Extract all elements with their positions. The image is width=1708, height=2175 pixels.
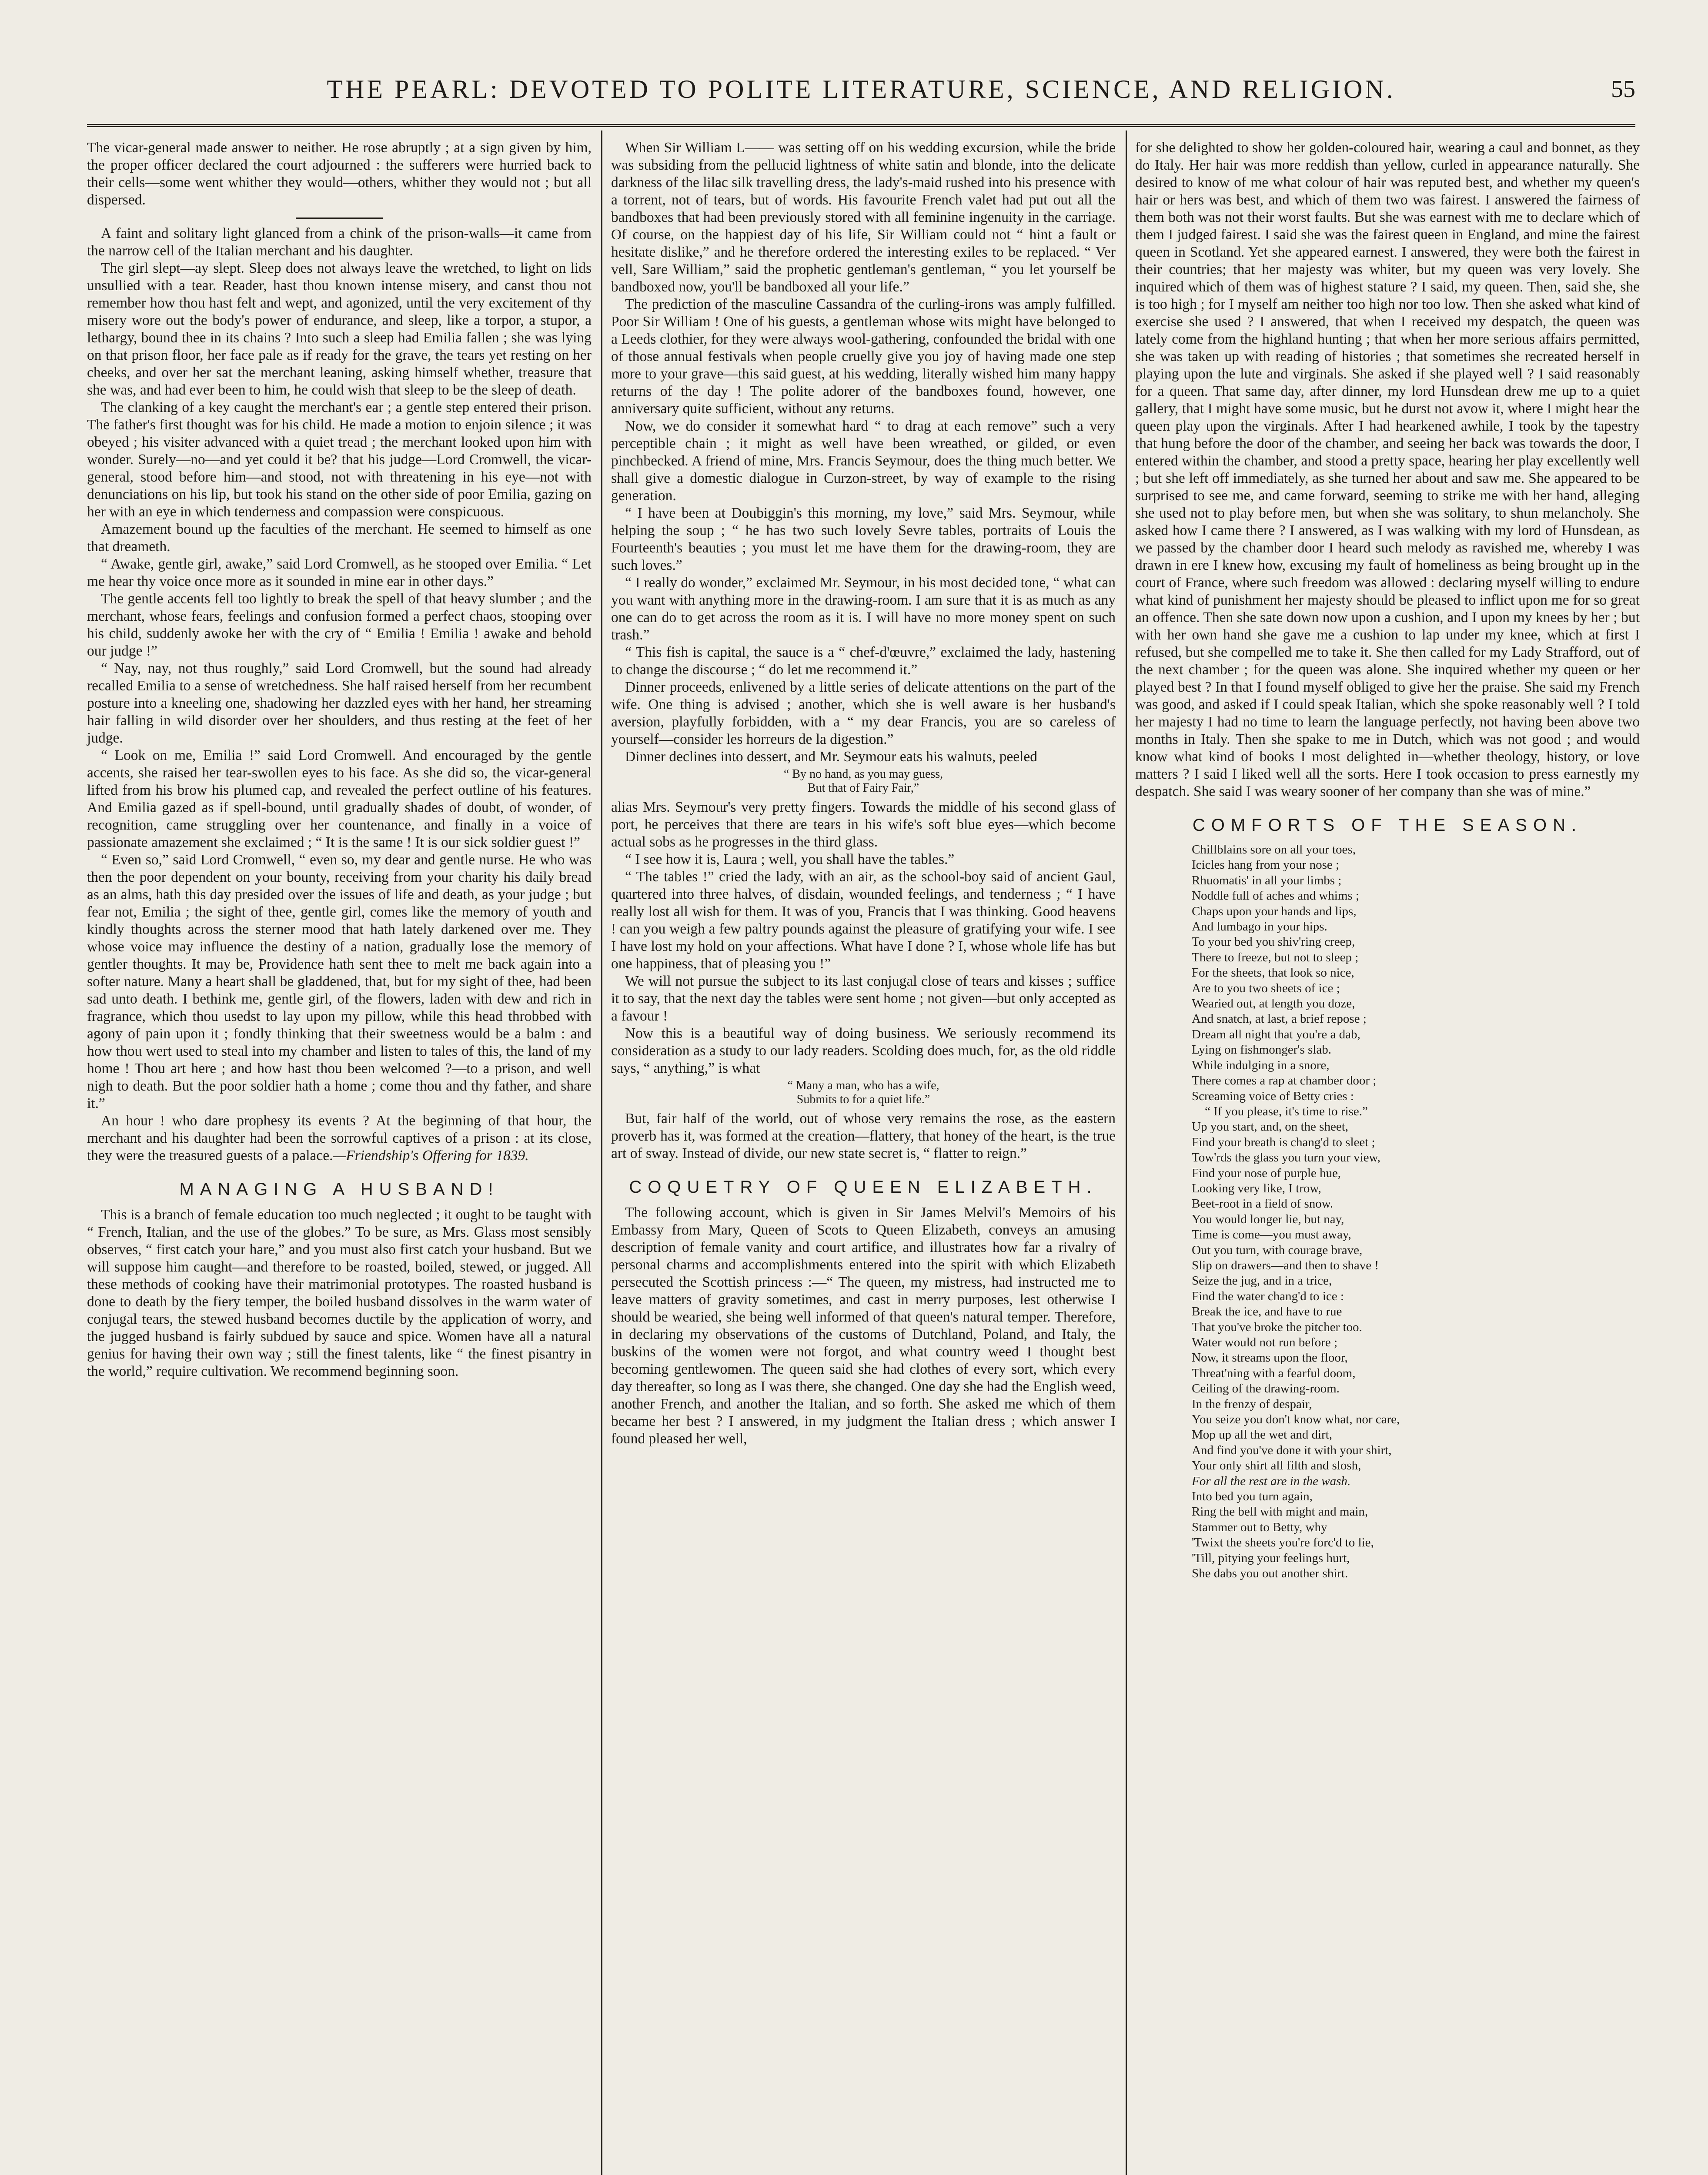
poem-line: Chaps upon your hands and lips, [1192,904,1357,918]
story-paragraph [87,1112,592,1164]
story-paragraph: The vicar-general made answer to neither. He rose abruptly ; at a sign given by him, the proper officer declared the court adjourned : the sufferers were hurried back to their cells—some went whither they would—others, whither they would not ; but all dispersed. [87,140,592,208]
poem-line: Lying on fishmonger's slab. [1192,1043,1331,1057]
poem-line: In the frenzy of despair, [1192,1397,1312,1411]
poem-line: And lumbago in your hips. [1192,920,1327,934]
quote-line: But that of Fairy Fair,” [807,781,919,795]
poem-line: Tow'rds the glass you turn your view, [1192,1151,1380,1165]
article-paragraph: “ The tables !” cried the lady, with an air, as the school-boy said of ancient Gaul, quartered into three halves, of disdain, wounded feelings, and tenderness ; “ I have really lost all wish for them. It was of you, Francis that I was thinking. Good heavens ! can you weigh a few paltry pounds against the pleasure of gratifying your wife. I see I have lost my hold on your affections. What have I done ? I, whose whole life has but one happiness, that of pleasing you !” [611,869,1116,972]
poem [1192,842,1640,1582]
poem-line: For all the rest are in the wash. [1192,1474,1351,1488]
poem-line: Threat'ning with a fearful doom, [1192,1366,1356,1380]
heading-coquetry-of-queen-elizabeth: COQUETRY OF QUEEN ELIZABETH. [629,1178,1098,1197]
poem-line: To your bed you shiv'ring creep, [1192,935,1355,949]
poem-line: And find you've done it with your shirt, [1192,1443,1392,1457]
poem-line: She dabs you out another shirt. [1192,1566,1348,1581]
article-paragraph: The prediction of the masculine Cassandra of the curling-irons was amply fulfilled. Poor Sir William ! One of his guests, a gentleman whose wits might have belonged to a Leeds clothier, for they were always wool-gathering, confounded the bridal with one of those annual festivals when people cruelly give you joy of having made one step more to your grave—this said guest, at his wedding, literally wished him many happy returns of the day ! The polite adorer of the bandboxes found, however, one anniversary quite sufficient, without any returns. [611,296,1116,417]
poem-line: Dream all night that you're a dab, [1192,1027,1360,1041]
article-paragraph: for she delighted to show her golden-coloured hair, wearing a caul and bonnet, as they do Italy. Her hair was more reddish than yellow, curled in appearance naturally. She desired to know of me what colour of hair was reputed best, and whether my queen's hair or hers was best, and which of them two was fairest. I answered the fairness of them both was not their worst faults. But she was earnest with me to declare which of them I judged fairest. I said she was the fairest queen in England, and mine the fairest queen in Scotland. Yet she appeared earnest. I answered, they were both the fairest in their countries; that her majesty was whiter, but my queen was very lovely. She inquired which of them was of highest stature ? I said, my queen. Then, said she, she is too high ; for I myself am neither too high nor too low. Then she asked what kind of exercise she used ? I answered, that when I received my despatch, the queen was lately come from the highland hunting ; that when her more serious affairs permitted, she was taken up with reading of histories ; that sometimes she recreated herself in playing upon the lute and virginals. She asked if she played well ? I said reasonably for a queen. That same day, after dinner, my lord Hunsdean drew me up to a quiet gallery, that I might have some music, but he durst not avow it, where I might hear the queen play upon the virginals. After I had hearkened awhile, I took by the tapestry that hung before the door of the chamber, and seeing her back was towards the door, I entered within the chamber, and stood a pretty space, hearing her play excellently well ; but she left off immediately, as she turned her about and saw me. She appeared to be surprised to see me, and came forward, seeming to strike me with her hand, alleging she used not to play before men, but when she was solitary, to shun melancholy. She asked how I came there ? I answered, as I was walking with my lord of Hunsdean, as we passed by the chamber door I heard such melody as ravished me, whereby I was drawn in ere I knew how, excusing my fault of homeliness as being brought up in the court of France, where such freedom was allowed : declaring myself willing to endure what kind of punishment her majesty should be pleased to inflict upon me for so great an offence. Then she sate down now upon a cushion, and I upon my knees by her ; but with her own hand she gave me a cushion to lap under my knee, which at first I refused, but she compelled me to take it. She then called for my Lady Strafford, out of the next chamber ; for the queen was alone. She inquired whether my queen or her played best ? In that I found myself obliged to give her the praise. She said my French was good, and asked if I could speak Italian, which she spoke reasonably well ? I told her majesty I had no time to learn the language perfectly, not having been above two months in Italy. Then she spake to me in Dutch, which was not good ; and would know what kind of books I most delighted in—whether theology, history, or love matters ? I said I liked well all the sorts. Here I took occasion to press earnestly my despatch. She said I was weary sooner of her company than she was of mine.” [1135,140,1640,800]
poem-line: Seize the jug, and in a trice, [1192,1274,1332,1288]
article-paragraph: Now this is a beautiful way of doing business. We seriously recommend its consideration as a study to our lady readers. Scolding does much, for, as the old riddle says, “ anything,” is what [611,1025,1116,1076]
story-paragraph: “ Awake, gentle girl, awake,” said Lord Cromwell, as he stooped over Emilia. “ Let me hear thy voice once more as it sounded in mine ear in other days.” [87,556,592,589]
poem-line: There comes a rap at chamber door ; [1192,1074,1377,1088]
story-paragraph: The gentle accents fell too lightly to break the spell of that heavy slumber ; and the merchant, whose fears, feelings and confusion formed a perfect chaos, stooping over his child, suddenly awoke her with the cry of “ Emilia ! Emilia ! awake and behold our judge !” [87,591,592,659]
story-closing-text: An hour ! who dare prophesy its events ? At the beginning of that hour, the merchant and his daughter had been the sorrowful captives of a prison : at its close, they were the treasured guests of a palace. [87,1113,592,1164]
poem-line: Noddle full of aches and whims ; [1192,889,1359,903]
article-paragraph: When Sir William L—— was setting off on his wedding excursion, while the bride was subsiding from the pellucid lightness of white satin and blonde, into the delicate darkness of the lilac silk travelling dress, the lady's-maid rushed into his presence with a torrent, not of tears, but of words. His favourite French valet had put out all the bandboxes that had been previously stored with all feminine ingenuity in the carriage. Of course, on the happiest day of his life, Sir William could not “ hint a fault or hesitate dislike,” and he therefore ordered the interesting exiles to be replaced. “ Ver vell, Sare William,” said the prophetic gentleman's gentleman, “ you let yourself be bandboxed now, you'll be bandboxed all your life.” [611,140,1116,295]
article-paragraph: alias Mrs. Seymour's very pretty fingers. Towards the middle of his second glass of port, he perceives that there are tears in his wife's soft blue eyes—which become actual sobs as he progresses in the third glass. [611,799,1116,850]
column-2 [611,139,1116,1448]
poem-line: Ceiling of the drawing-room. [1192,1382,1340,1396]
poem-line: Now, it streams upon the floor, [1192,1351,1348,1365]
masthead-rule [87,124,1635,127]
poem-line: You seize you don't know what, nor care, [1192,1412,1400,1427]
story-paragraph: The girl slept—ay slept. Sleep does not always leave the wretched, to light on lids unsullied with a tear. Reader, hast thou known intense misery, and canst thou not remember how thou hast felt and wept, and agonized, until the very excitement of thy misery wore out the body's power of endurance, and sleep, like a torpor, a stupor, a lethargy, bound thee in its chains ? Into such a sleep had Emilia fallen ; she was lying on that prison floor, her face pale as if ready for the grave, the tears yet resting on her cheeks, and over her sat the merchant leaning, asking himself whether, treasure that she was, and had ever been to him, he could wish that sleep to be the sleep of death. [87,260,592,398]
heading-comforts-of-the-season: COMFORTS OF THE SEASON. [1192,816,1583,835]
poem-line: Find your breath is chang'd to sleet ; [1192,1135,1375,1149]
column-3 [1135,139,1640,1582]
poem-line: Into bed you turn again, [1192,1489,1313,1504]
article-paragraph: Dinner declines into dessert, and Mr. Seymour eats his walnuts, peeled [625,749,1038,765]
story-paragraph: The clanking of a key caught the merchant's ear ; a gentle step entered their prison. The father's first thought was for his child. He made a motion to enjoin silence ; it was obeyed ; his visiter advanced with a quiet tread ; the merchant looked upon him with wonder. Surely—no—and yet could it be? that his judge—Lord Cromwell, the vicar-general, stood before him—and stood, not with threatening in his eye—not with denunciations on his lip, but took his stand on the other side of poor Emilia, gazing on her with an eye in which tenderness and compassion were conspicuous. [87,399,592,520]
poem-line: Screaming voice of Betty cries : [1192,1089,1354,1103]
poem-line: Stammer out to Betty, why [1192,1520,1327,1534]
poem-line: That you've broke the pitcher too. [1192,1320,1362,1334]
quote-line: “ Many a man, who has a wife, [787,1079,939,1092]
poem-line: Time is come—you must away, [1192,1228,1351,1242]
column-divider [1126,130,1127,2175]
poem-line: Break the ice, and have to rue [1192,1305,1342,1319]
masthead-title: THE PEARL: DEVOTED TO POLITE LITERATURE, SCIENCE, AND RELIGION. [327,75,1396,104]
poem-line: Chillblains sore on all your toes, [1192,843,1356,857]
poem-line: There to freeze, but not to sleep ; [1192,950,1359,964]
poem-line: For the sheets, that look so nice, [1192,966,1354,980]
poem-line: Wearied out, at length you doze, [1192,997,1355,1011]
story-paragraph: “ Even so,” said Lord Cromwell, “ even so, my dear and gentle nurse. He who was then the poor dependent on your bounty, receiving from your charity his daily bread as an alms, hath this day presided over the issues of life and death, as your judge ; but fear not, Emilia ; the sight of thee, gentle girl, comes like the memory of youth and kindly thoughts across the sterner mood that hath lately darkened over me. They whose voice may influence the destiny of a nation, gradually lose the memory of gentler thoughts. It may be, Providence hath sent thee to melt me back again into a softer nature. Many a heart shall be gladdened, that, but for my sight of thee, had been sad unto death. I bethink me, gentle girl, of the flowers, laden with dew and rich in fragrance, which thou usedst to lay upon my pillow, while this head throbbed with agony of pain upon it ; fondly thinking that their sweetness would be a balm : and how thou wert used to steal into my chamber and listen to tales of this, the land of my home ! Thou art here ; and how hast thou been welcomed ?—to a prison, and well nigh to death. But the poor soldier hath a home ; come thou and thy father, and share it.” [87,852,592,1111]
poem-line: Find the water chang'd to ice : [1192,1289,1344,1303]
poem-line: Find your nose of purple hue, [1192,1166,1341,1180]
poem-line: 'Twixt the sheets you're forc'd to lie, [1192,1536,1374,1550]
quote-line: “ By no hand, as you may guess, [783,767,943,781]
article-paragraph: But, fair half of the world, out of whose very remains the rose, as the eastern proverb has it, was formed at the creation—flattery, that honey of the heart, is the true art of sway. Instead of divide, our new state secret is, “ flatter to reign.” [611,1111,1116,1161]
article-paragraph: We will not pursue the subject to its last conjugal close of tears and kisses ; suffice it to say, that the next day the tables were sent home ; not given—but only accepted as a favour ! [611,973,1116,1024]
poem-line: You would longer lie, but nay, [1192,1212,1344,1226]
poem-line: While indulging in a snore, [1192,1058,1330,1072]
column-divider [601,130,602,2175]
story-source: —Friendship's Offering for 1839. [333,1148,529,1164]
poem-line: Are to you two sheets of ice ; [1192,981,1340,995]
article-paragraph: This is a branch of female education too much neglected ; it ought to be taught with “ French, Italian, and the use of the globes.” To be sure, as Mrs. Glass most sensibly observes, “ first catch your hare,” and you must also first catch your husband. But we will suppose him caught—and therefore to be roasted, boiled, stewed, or jugged. All these methods of cooking have their matrimonial prototypes. The roasted husband is done to death by the fiery temper, the boiled husband dissolves in the warm water of conjugal tears, the stewed husband becomes ductile by the application of worry, and the jugged husband is fairly subdued by sauce and spice. Women have all a natural genius for having their own way ; still the finest talents, like “ the finest pisantry in the world,” require cultivation. We recommend beginning soon. [87,1207,592,1379]
article-paragraph: “ I see how it is, Laura ; well, you shall have the tables.” [625,851,955,867]
poem-line: Water would not run before ; [1192,1335,1338,1349]
article-paragraph: Now, we do consider it somewhat hard “ to drag at each remove” such a very perceptible chain ; it might as well have been wreathed, or gilded, or even pinchbecked. A friend of mine, Mrs. Francis Seymour, does the thing much better. We shall give a domestic dialogue in Curzon-street, by way of example to the rising generation. [611,418,1116,504]
heading-managing-a-husband: MANAGING A HUSBAND! [179,1180,499,1199]
article-paragraph: “ I have been at Doubiggin's this morning, my love,” said Mrs. Seymour, while helping the soup ; “ he has two such lovely Sevre tables, portraits of Louis the Fourteenth's beauties ; you must let me have them for the drawing-room, they are such loves.” [611,505,1116,573]
poem-line: Slip on drawers—and then to shave ! [1192,1258,1379,1272]
masthead [87,65,1635,113]
poem-line: Looking very like, I trow, [1192,1181,1321,1195]
poem-line: 'Till, pitying your feelings hurt, [1192,1551,1350,1565]
story-paragraph: “ Look on me, Emilia !” said Lord Cromwell. And encouraged by the gentle accents, she raised her tear-swollen eyes to his face. As she did so, the vicar-general lifted from his brow his plumed cap, and revealed the perfect outline of his features. And Emilia gazed as if spell-bound, until gradually shades of doubt, of wonder, of recognition, came struggling over her countenance, and finally in a voice of passionate amazement she exclaimed ; “ It is the same ! It is our sick soldier guest !” [87,747,592,850]
verse-quote [611,1079,1116,1107]
poem-line: Ring the bell with might and main, [1192,1505,1368,1519]
poem-line: Up you start, and, on the sheet, [1192,1120,1349,1134]
poem-line: “ If you please, it's time to rise.” [1205,1104,1368,1118]
quote-line: Submits to for a quiet life.” [796,1093,930,1106]
section-divider [296,218,383,219]
article-paragraph: “ I really do wonder,” exclaimed Mr. Seymour, in his most decided tone, “ what can you want with anything more in the drawing-room. I am sure that it is as much as any one can do to get across the room as it is. I will have no more money spent on such trash.” [611,575,1116,643]
poem-line: Mop up all the wet and dirt, [1192,1428,1332,1442]
poem-line: Your only shirt all filth and slosh, [1192,1459,1361,1473]
verse-quote [611,767,1116,795]
article-paragraph: Dinner proceeds, enlivened by a little series of delicate attentions on the part of the wife. One thing is advised ; another, which she is well aware is her husband's aversion, playfully forbidden, with a “ my dear Francis, you are so careless of yourself—consider les horreurs de la digestion.” [611,679,1116,747]
poem-line: Beet-root in a field of snow. [1192,1197,1334,1211]
article-paragraph: “ This fish is capital, the sauce is a “ chef-d'œuvre,” exclaimed the lady, hastening to change the discourse ; “ do let me recommend it.” [611,644,1116,678]
story-paragraph: “ Nay, nay, not thus roughly,” said Lord Cromwell, but the sound had already recalled Emilia to a sense of wretchedness. She half raised herself from her recumbent posture into a kneeling one, shadowing her dazzled eyes with her hand, her streaming hair falling in wild disorder over her shoulders, and thus resting at the feet of her judge. [87,660,592,746]
story-paragraph: Amazement bound up the faculties of the merchant. He seemed to himself as one that dreameth. [87,521,592,555]
article-paragraph: The following account, which is given in Sir James Melvil's Memoirs of his Embassy from Mary, Queen of Scots to Queen Elizabeth, conveys an amusing description of female vanity and court artifice, and illustrates how far a rivalry of personal charms and accomplishments entered into the spirit with which Elizabeth persecuted the Scottish princess :—“ The queen, my mistress, had instructed me to leave matters of gravity sometimes, and cast in merry purposes, lest otherwise I should be wearied, she being well informed of that queen's natural temper. Therefore, in declaring my observations of the customs of Dutchland, Poland, and Italy, the buskins of the women were not forgot, and what country weed I thought best becoming gentlewomen. The queen said she had clothes of every sort, which every day thereafter, so long as I was there, she changed. One day she had the English weed, another French, and another the Italian, and so forth. She asked me which of them became her best ? I answered, in my judgment the Italian dress ; which answer I found pleased her well, [611,1205,1116,1447]
page-number: 55 [1611,76,1635,103]
story-paragraph: A faint and solitary light glanced from a chink of the prison-walls—it came from the narrow cell of the Italian merchant and his daughter. [87,225,592,259]
poem-line: And snatch, at last, a brief repose ; [1192,1012,1367,1026]
column-1 [87,139,592,1380]
poem-line: Out you turn, with courage brave, [1192,1243,1363,1257]
poem-line: Rhuomatis' in all your limbs ; [1192,873,1342,887]
poem-line: Icicles hang from your nose ; [1192,858,1340,872]
